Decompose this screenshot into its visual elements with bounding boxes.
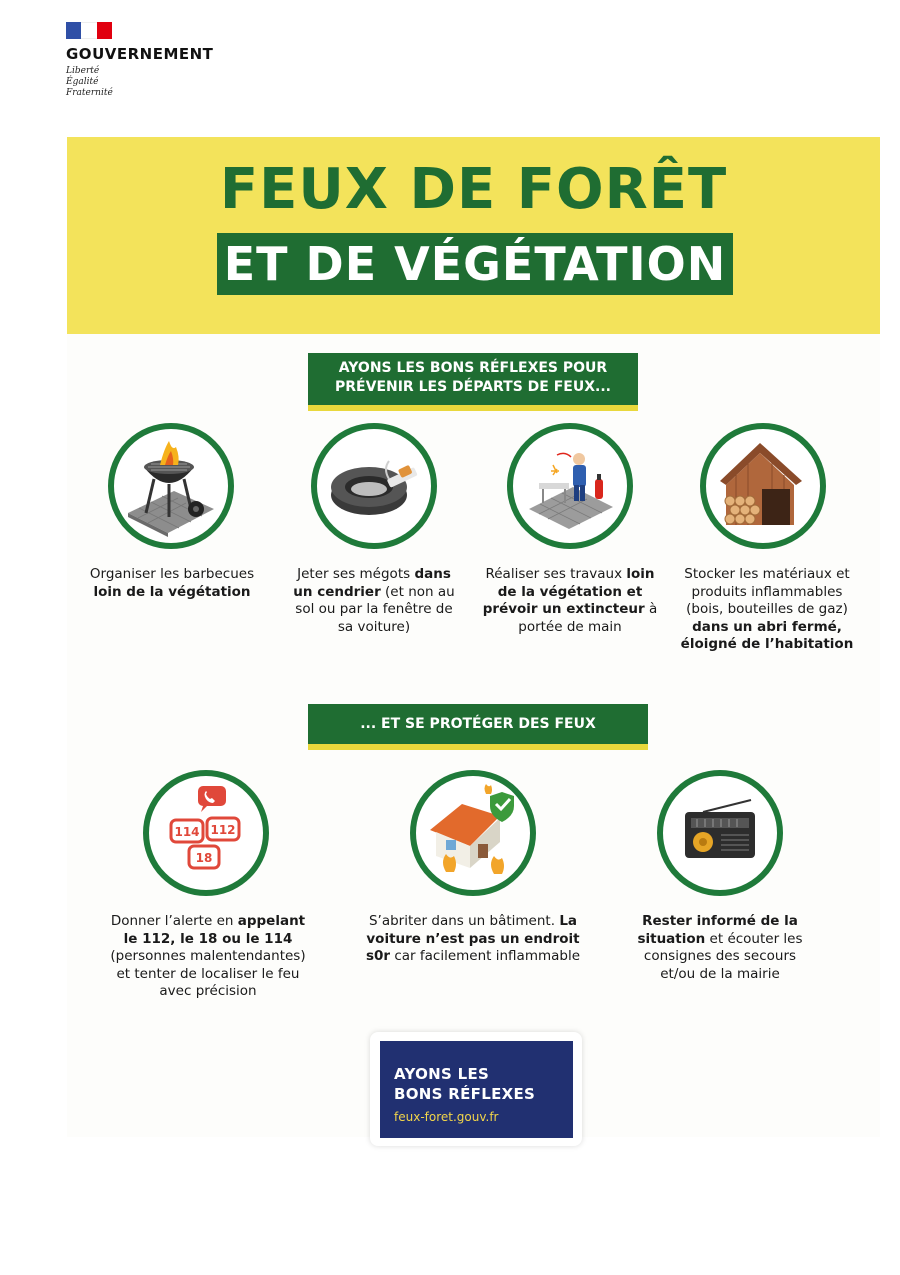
section-prevent-heading [308,353,638,405]
caption-emphasis: appelant le 112, le 18 ou le 114 [123,913,306,947]
campaign-badge [370,1032,582,1146]
emergency-numbers-icon [143,770,269,896]
house-shelter-icon [410,770,536,896]
caption-emphasis: La voiture n’est pas un endroit s0r [365,913,580,964]
caption-text: à portée de main [518,601,658,635]
caption-radio [625,913,815,983]
campaign-badge-panel [380,1041,573,1138]
shed-icon [700,423,826,549]
caption-text: car facilement inflammable [390,948,581,964]
government-logo [66,22,213,99]
works-extinguisher-icon [507,423,633,549]
section-prevent-line-2: PRÉVENIR LES DÉPARTS DE FEUX... [335,379,611,395]
radio-icon [657,770,783,896]
badge-url-link[interactable]: feux-foret.gouv.fr [394,1110,499,1124]
caption-text: et écouter les consignes des secours et/ou de la mairie [643,930,803,982]
caption-emphasis: dans un abri fermé, éloigné de l’habitation [680,618,854,652]
poster-subtitle-box [217,233,733,295]
government-motto [66,66,213,99]
caption-text: S’abriter dans un bâtiment. [368,913,560,929]
caption-barbecue [72,566,272,601]
motto-line-3: Fraternité [66,88,113,98]
motto-line-1: Liberté [66,66,100,76]
government-name: GOUVERNEMENT [66,45,214,63]
caption-ashtray [289,566,459,636]
caption-text: Stocker les matériaux et produits inflammables (bois, bouteilles de gaz) [684,566,850,617]
caption-text: Donner l’alerte en [110,913,238,929]
caption-text: Jeter ses mégots [297,566,415,582]
caption-alert [103,913,313,1001]
number-112: 112 [210,823,236,837]
caption-text: (et non au sol ou par la fenêtre de sa voiture) [295,583,455,635]
caption-shed [672,566,862,654]
badge-line-2: BONS RÉFLEXES [394,1085,536,1103]
number-114: 114 [174,825,200,839]
caption-text: Organiser les barbecues [89,566,255,582]
section-protect-heading: ... ET SE PROTÉGER DES FEUX [308,704,648,744]
number-18: 18 [195,851,213,865]
motto-line-2: Égalité [66,77,99,87]
caption-emphasis: Rester informé de la situation [637,913,798,947]
caption-shelter [363,913,583,966]
poster [67,137,880,1137]
caption-works [480,566,660,636]
caption-emphasis: dans un cendrier [293,566,451,600]
caption-emphasis: loin de la végétation [93,583,251,600]
poster-subtitle: ET DE VÉGÉTATION [223,237,727,291]
badge-line-1: AYONS LES [394,1065,490,1083]
title-banner [67,137,880,334]
barbecue-icon [108,423,234,549]
ashtray-icon [311,423,437,549]
caption-text: (personnes malentendantes) et tenter de localiser le feu avec précision [110,948,306,999]
french-flag-icon [66,22,112,39]
caption-text: Réaliser ses travaux [485,566,627,582]
section-prevent-line-1: AYONS LES BONS RÉFLEXES POUR [338,360,608,376]
caption-emphasis: loin de la végétation et prévoir un extincteur [482,566,655,617]
poster-title: FEUX DE FORÊT [219,157,728,222]
